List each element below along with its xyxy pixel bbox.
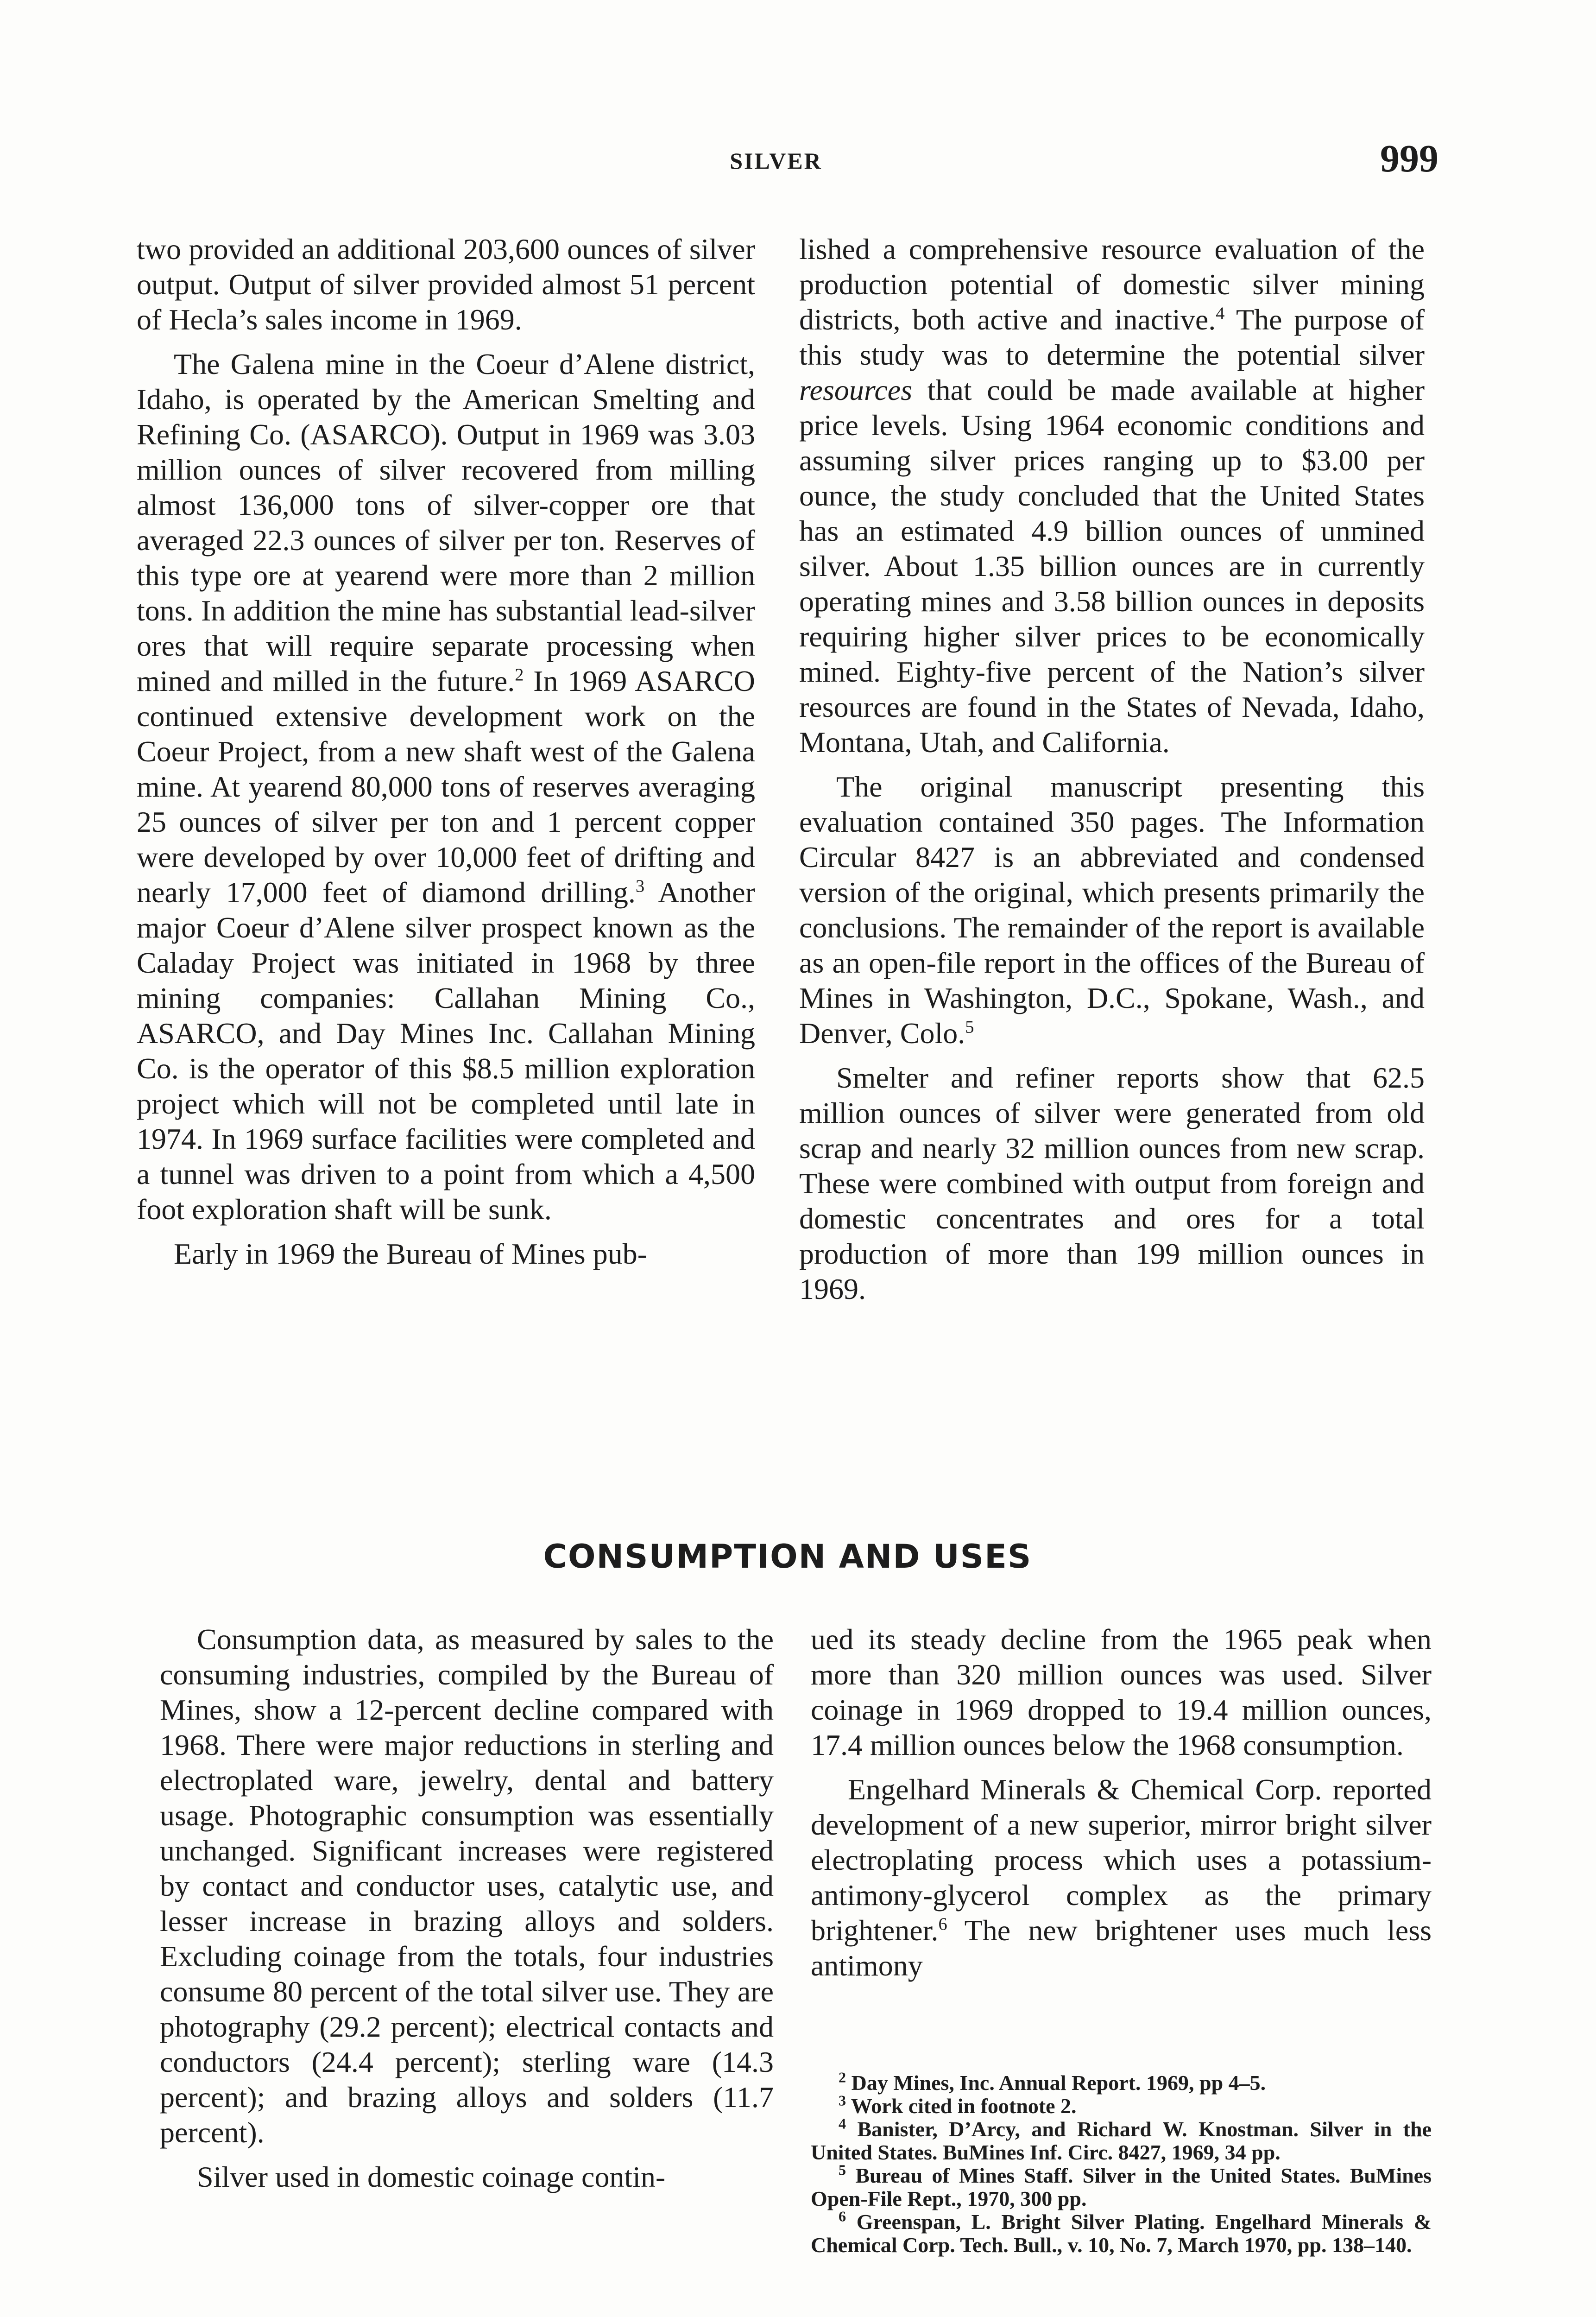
- italic-term: resources: [799, 374, 913, 406]
- footnote: [811, 2210, 1432, 2257]
- page-number: 999: [1380, 137, 1438, 180]
- paragraph-text: lished a comprehensive resource evaluation of the production potential of domestic silver mining districts, both active and inactive.: [799, 233, 1425, 336]
- footnote-ref: 6: [938, 1914, 947, 1934]
- column-bottom-right: [811, 1622, 1432, 1993]
- footnotes: [811, 2071, 1432, 2257]
- paragraph-text: The new brightener uses much less antimony: [811, 1914, 1432, 1982]
- footnote: [811, 2161, 1432, 2210]
- footnote-number: 3: [839, 2092, 846, 2109]
- footnote-number: 5: [839, 2161, 846, 2178]
- footnote-ref: 3: [635, 876, 645, 896]
- paragraph-text: that could be made available at higher price levels. Using 1964 economic conditions and assuming silver prices ranging up to $3.00 per ounce, the study concluded that the United States has an estimated 4.9 billion ounces of unmined silver. About 1.35 billion ounces are in currently operating mines and 3.58 billion ounces in deposits requiring higher silver prices to be economically mined. Eighty-five percent of the Nation’s silver resources are found in the States of Nevada, Idaho, Montana, Utah, and California.: [799, 374, 1425, 759]
- section-heading: CONSUMPTION AND USES: [543, 1538, 1032, 1576]
- paragraph-text: Another major Coeur d’Alene silver prospect known as the Caladay Project was initiated in 1968 by three mining companies: Callahan Mining Co., ASARCO, and Day Mines Inc. Callahan Mining Co. is the operator of this $8.5 million exploration project which will not be completed until late in 1974. In 1969 surface facilities were completed and a tunnel was driven to a point from which a 4,500 foot exploration shaft will be sunk.: [137, 876, 756, 1226]
- column-top-left: [137, 232, 755, 1281]
- paragraph: two provided an additional 203,600 ounces of silver output. Output of silver provided almost 51 percent of Hecla’s sales income in 1969.: [137, 233, 755, 336]
- footnote-number: 2: [839, 2069, 846, 2086]
- column-bottom-left: [160, 1622, 774, 2204]
- paragraph: [137, 347, 755, 1227]
- footnote: [811, 2092, 1432, 2118]
- footnote-ref: 5: [965, 1017, 974, 1037]
- footnote-text: Day Mines, Inc. Annual Report. 1969, pp 4–5.: [851, 2071, 1266, 2095]
- paragraph-text: In 1969 ASARCO continued extensive development work on the Coeur Project, from a new shaft west of the Galena mine. At yearend 80,000 tons of reserves averaging 25 ounces of silver per ton and 1 percent copper were developed by over 10,000 feet of drifting and nearly 17,000 feet of diamond drilling.: [137, 665, 756, 909]
- footnote: [811, 2115, 1432, 2164]
- footnote-text: Work cited in footnote 2.: [851, 2094, 1077, 2118]
- paragraph: [799, 769, 1425, 1051]
- paragraph: Silver used in domestic coinage contin-: [197, 2160, 666, 2193]
- paragraph-text: The Galena mine in the Coeur d’Alene district, Idaho, is operated by the American Smelting and Refining Co. (ASARCO). Output in 1969 was 3.03 million ounces of silver recovered from milling almost 136,000 tons of silver-copper ore that averaged 22.3 ounces of silver per ton. Reserves of this type ore at yearend were more than 2 million tons. In addition the mine has substantial lead-silver ores that will require separate processing when mined and milled in the future.: [137, 348, 755, 697]
- running-header: SILVER: [730, 148, 822, 174]
- paragraph-text: The purpose of this study was to determine the potential silver: [799, 303, 1425, 371]
- footnote-ref: 4: [1216, 304, 1225, 323]
- column-top-right: [799, 232, 1425, 1316]
- footnote-ref: 2: [515, 665, 524, 685]
- paragraph: [811, 1772, 1432, 1983]
- paragraph: Smelter and refiner reports show that 62.5 million ounces of silver were generated from old scrap and nearly 32 million ounces from new scrap. These were combined with output from foreign and domestic concentrates and ores for a total production of more than 199 million ounces in 1969.: [799, 1061, 1425, 1305]
- footnote-number: 4: [839, 2115, 846, 2132]
- paragraph-text: The original manuscript presenting this evaluation contained 350 pages. The Information Circular 8427 is an abbreviated and condensed version of the original, which presents primarily the conclusions. The remainder of the report is available as an open-file report in the offices of the Bureau of Mines in Washington, D.C., Spokane, Wash., and Denver, Colo.: [799, 770, 1425, 1050]
- paragraph: Consumption data, as measured by sales to the consuming industries, compiled by the Bureau of Mines, show a 12-percent decline compared with 1968. There were major reductions in sterling and electroplated ware, jewelry, dental and battery usage. Photographic consumption was essentially unchanged. Significant increases were registered by contact and conductor uses, catalytic use, and lesser increase in brazing alloys and solders. Excluding coinage from the totals, four industries consume 80 percent of the total silver use. They are photography (29.2 percent); electrical contacts and conductors (24.4 percent); sterling ware (14.3 percent); and brazing alloys and solders (11.7 percent).: [160, 1623, 774, 2149]
- footnote-text: Bureau of Mines Staff. Silver in the United States. BuMines Open-File Rept., 1970, 300 pp.: [811, 2164, 1432, 2210]
- paragraph: [799, 232, 1425, 760]
- footnote: [811, 2071, 1432, 2095]
- footnote-text: Greenspan, L. Bright Silver Plating. Engelhard Minerals & Chemical Corp. Tech. Bull., v. 10, No. 7, March 1970, pp. 138–140.: [811, 2210, 1432, 2257]
- paragraph: ued its steady decline from the 1965 peak when more than 320 million ounces was used. Silver coinage in 1969 dropped to 19.4 million ounces, 17.4 million ounces below the 1968 consumption.: [811, 1623, 1432, 1761]
- footnote-number: 6: [839, 2208, 846, 2225]
- paragraph: Early in 1969 the Bureau of Mines pub-: [174, 1237, 647, 1270]
- footnote-text: Banister, D’Arcy, and Richard W. Knostman. Silver in the United States. BuMines Inf. Circ. 8427, 1969, 34 pp.: [811, 2117, 1432, 2164]
- paragraph-text: Engelhard Minerals & Chemical Corp. reported development of a new superior, mirror bright silver electroplating process which uses a potassium-antimony-glycerol complex as the primary brightener.: [811, 1773, 1432, 1947]
